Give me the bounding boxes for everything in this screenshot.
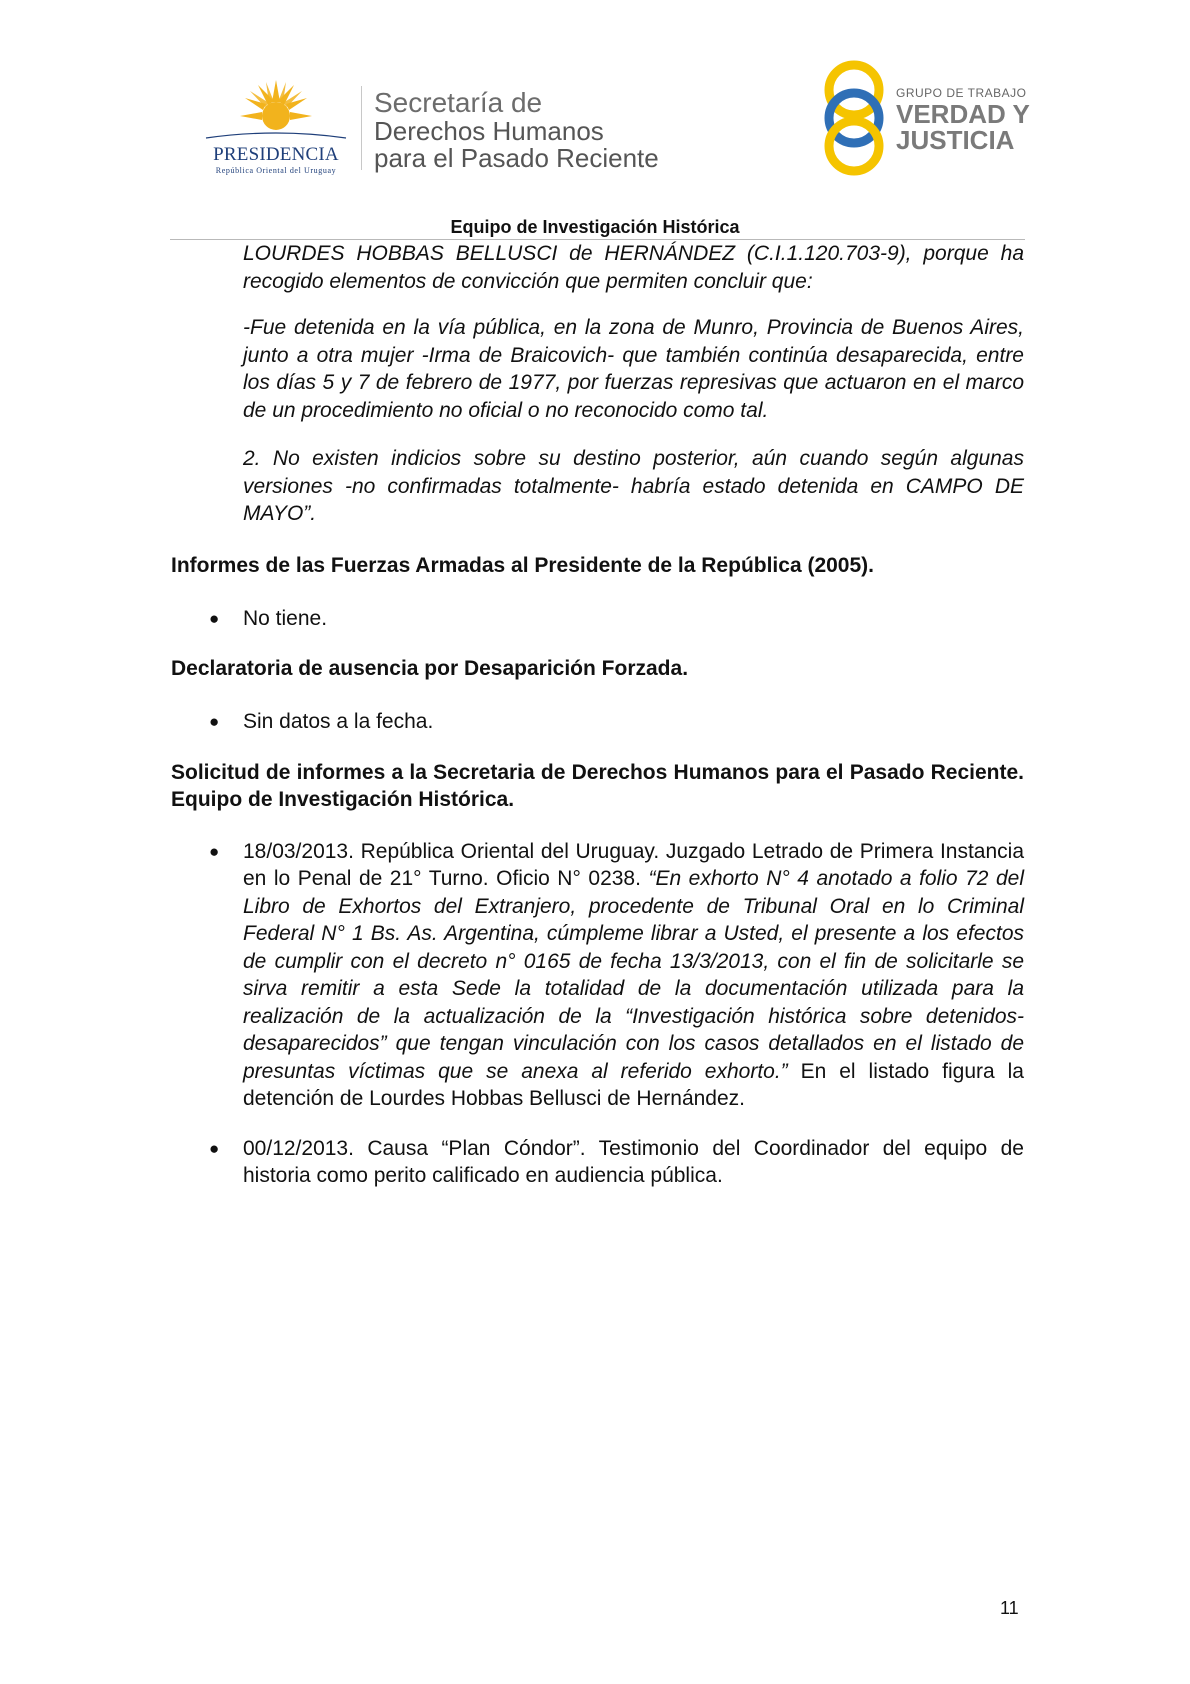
intro-paragraph: LOURDES HOBBAS BELLUSCI de HERNÁNDEZ (C.I.1.120.703-9), porque ha recogido elementos de convicción que permiten concluir que: (243, 242, 1024, 293)
quote-paragraph-2: 2. No existen indicios sobre su destino posterior, aún cuando según algunas versiones -no confirmadas totalmente- habría estado detenida en CAMPO DE MAYO”. (243, 447, 1024, 525)
bullet-icon: ● (209, 841, 220, 861)
document-body (171, 240, 1024, 1190)
vyj-verdad: VERDAD Y (896, 99, 1030, 129)
presidencia-logo (196, 78, 356, 174)
secretaria-line-2: Derechos Humanos (374, 116, 604, 146)
vyj-justicia: JUSTICIA (896, 125, 1015, 155)
bullet-icon: ● (209, 1138, 220, 1158)
heading-solicitud: Solicitud de informes a la Secretaria de Derechos Humanos para el Pasado Reciente. Equipo de Investigación Histórica. (171, 760, 1024, 811)
bullet-text-declaratoria: Sin datos a la fecha. (243, 710, 434, 733)
bullet-text-solicitud-1-quote: “En exhorto N° 4 anotado a folio 72 del Libro de Exhortos del Extranjero, procedente de Tribunal Oral en lo Criminal Federal N° 1 Bs. As. Argentina, cúmpleme librar a Usted, el presente a los efectos de cumplir con el decreto n° 0165 de fecha 13/3/2013, con el fin de solicitarle se sirva remitir a esta Sede la totalidad de la documentación utilizada para la realización de la actualización de la “Investigación histórica sobre detenidos- desaparecidos” que tengan vinculación con los casos detallados en el listado de presuntas víctimas que se anexa al referido exhorto.” (243, 867, 1024, 1083)
list-item (209, 708, 1024, 736)
list-item (209, 1135, 1024, 1190)
bullet-icon: ● (209, 712, 220, 731)
sun-emblem-icon (196, 78, 356, 148)
team-title: Equipo de Investigación Histórica (450, 217, 740, 237)
bullet-text-informes: No tiene. (243, 607, 328, 630)
presidencia-wordmark: PRESIDENCIA (213, 144, 339, 165)
heading-informes: Informes de las Fuerzas Armadas al Presidente de la República (2005). (171, 553, 874, 577)
list-item (209, 605, 1024, 633)
bullet-text-solicitud-1-plain: 18/03/2013. República Oriental del Uruguay. Juzgado Letrado de Primera Instancia en lo Penal de 21° Turno. Oficio N° 0238. (243, 839, 1024, 890)
presidencia-subtitle: República Oriental del Uruguay (215, 166, 337, 175)
header-divider (361, 86, 362, 170)
heading-declaratoria: Declaratoria de ausencia por Desaparición Forzada. (171, 656, 689, 680)
page-number: 11 (1000, 1598, 1019, 1618)
list-item (209, 838, 1024, 1113)
bullet-text-solicitud-1-tail: En el listado figura la detención de Lourdes Hobbas Bellusci de Hernández. (243, 1059, 1024, 1110)
verdad-justicia-logo (818, 56, 1028, 180)
secretaria-line-3: para el Pasado Reciente (374, 143, 659, 173)
secretaria-line-1: Secretaría de (374, 87, 543, 118)
page-header (0, 0, 1190, 240)
secretaria-logo-text (374, 88, 704, 172)
bullet-text-solicitud-2: 00/12/2013. Causa “Plan Cóndor”. Testimonio del Coordinador del equipo de historia como perito calificado en audiencia pública. (243, 1136, 1024, 1187)
quote-paragraph-1: -Fue detenida en la vía pública, en la zona de Munro, Provincia de Buenos Aires, junto a otra mujer -Irma de Braicovich- que también continúa desaparecida, entre los días 5 y 7 de febrero de 1977, por fuerzas represivas que actuaron en el marco de un procedimiento no oficial o no reconocido como tal. (243, 316, 1024, 422)
bullet-icon: ● (209, 609, 220, 628)
interlinked-rings-icon (818, 56, 898, 180)
vyj-group-label: GRUPO DE TRABAJO (896, 86, 1027, 100)
